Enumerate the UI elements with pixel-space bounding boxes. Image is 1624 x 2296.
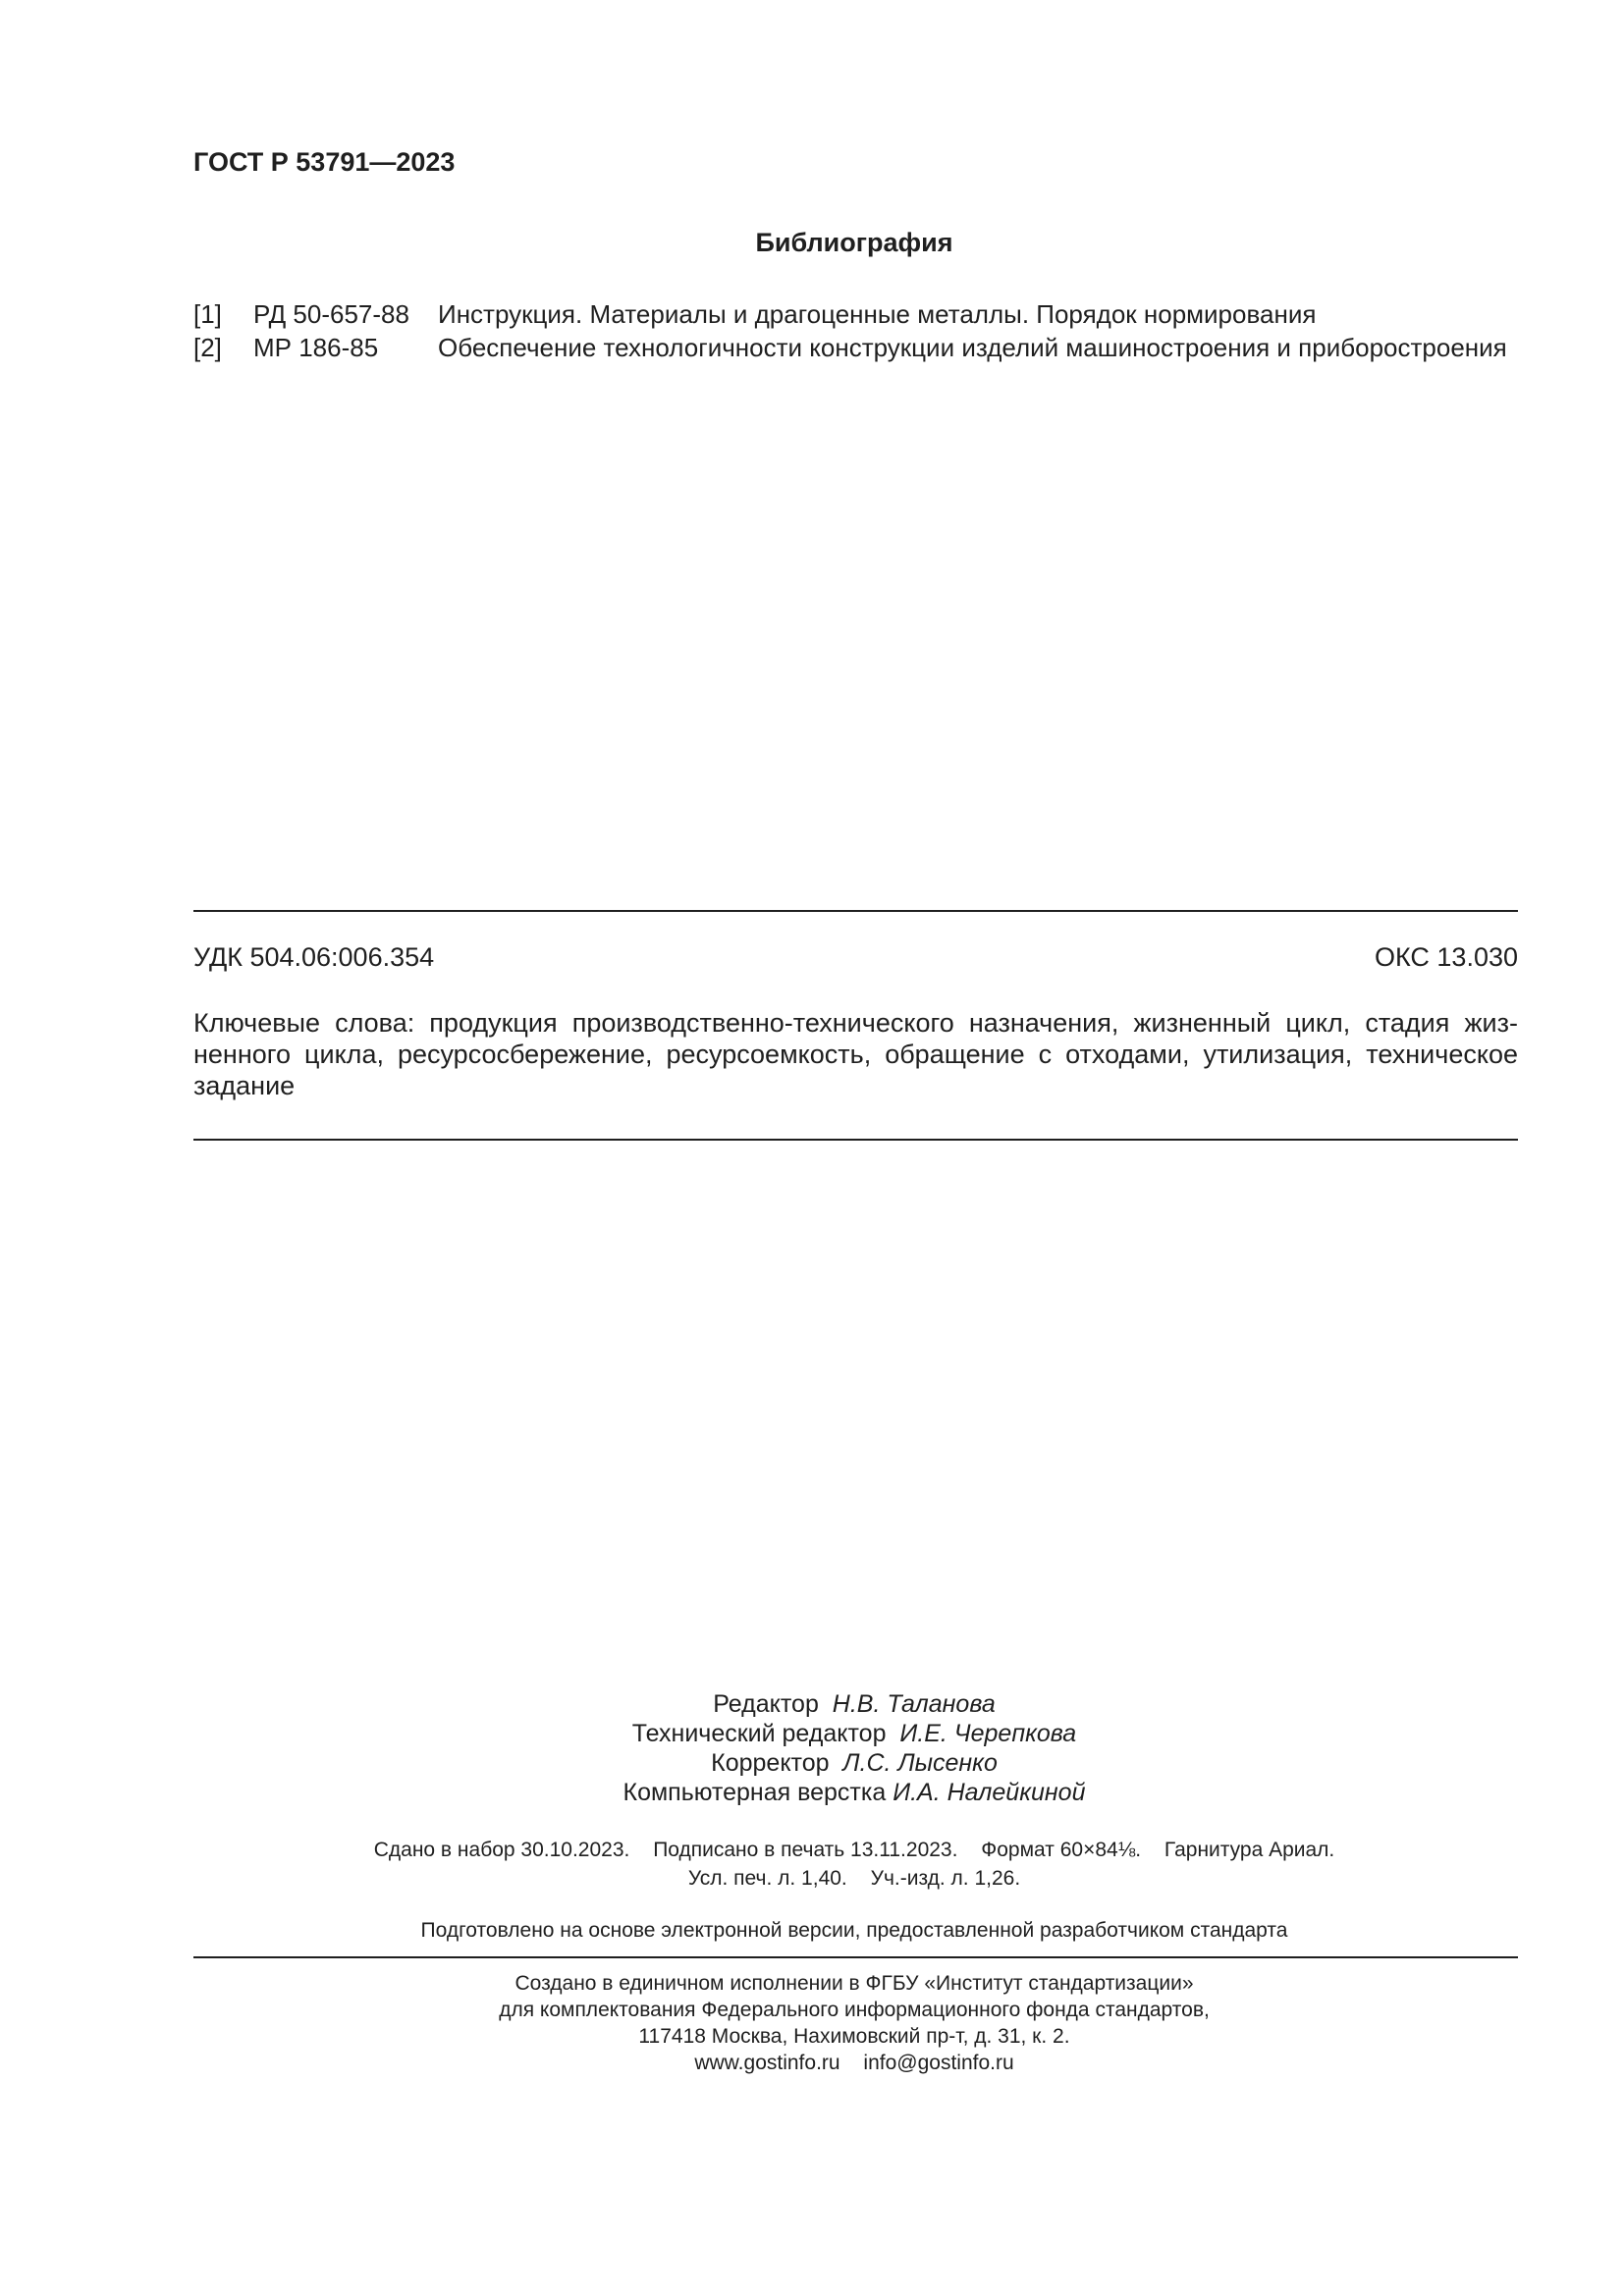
footer-line-1: Создано в единичном исполнении в ФГБУ «Институт стандартизации» [514,1972,1194,1995]
entry-title: Обеспечение технологичности конструкции изделий машиностроения и приборостроения [438,333,1507,362]
entry-number: [2] [193,333,222,362]
paper-format: Формат 60×84⅛. [981,1839,1142,1861]
staff-role: Редактор [713,1690,819,1718]
divider-top [193,910,1518,912]
bibliography-title: Библиография [755,228,953,257]
staff-corrector [0,1749,1624,1778]
publication-line-1 [0,1839,1624,1862]
staff-editor [0,1690,1624,1719]
staff-name: И.Е. Черепкова [899,1720,1077,1747]
publication-line-2 [0,1867,1624,1891]
entry-title: Инструкция. Материалы и драгоценные металлы. Порядок нормирования [438,299,1317,329]
typeface: Гарнитура Ариал. [1164,1839,1335,1861]
entry-number: [1] [193,299,222,329]
oks-code: ОКС 13.030 [1374,942,1518,972]
footer-line-2: для комплектования Федерального информационного фонда стандартов, [499,1999,1210,2021]
divider-bottom [193,1139,1518,1141]
staff-name: Н.В. Таланова [832,1690,996,1718]
prepared-note: Подготовлено на основе электронной версии, предоставленной разработчиком стандарта [420,1919,1288,1942]
divider-footer [193,1956,1518,1958]
signed-date: Подписано в печать 13.11.2023. [653,1839,958,1861]
email-link[interactable]: info@gostinfo.ru [863,2052,1014,2074]
footer-address: 117418 Москва, Нахимовский пр-т, д. 31, к. 2. [638,2025,1070,2048]
entry-code: МР 186-85 [253,333,379,362]
staff-name: И.А. Налейкиной [893,1779,1086,1806]
staff-role: Корректор [711,1749,830,1777]
staff-technical-editor [0,1720,1624,1748]
submitted-date: Сдано в набор 30.10.2023. [373,1839,630,1861]
website-link[interactable]: www.gostinfo.ru [694,2052,840,2074]
entry-code: РД 50-657-88 [253,299,409,329]
staff-role: Технический редактор [631,1720,887,1747]
staff-layout [0,1779,1624,1807]
publishing-sheets: Уч.-изд. л. 1,26. [870,1867,1021,1890]
staff-role: Компьютерная верстка [623,1779,887,1806]
staff-name: Л.С. Лысенко [842,1749,998,1777]
udc-code: УДК 504.06:006.354 [193,942,435,972]
document-code: ГОСТ Р 53791—2023 [193,147,456,177]
print-sheets: Усл. печ. л. 1,40. [687,1867,847,1890]
footer-contacts [0,2052,1624,2075]
keywords: Ключевые слова: продукция производственно-технического назначения, жизненный цикл, стадия жизненного цикла, ресурсосбережение, ресурсоемкость, обращение с отходами, утилизация, техническое задание [193,1008,1518,1100]
